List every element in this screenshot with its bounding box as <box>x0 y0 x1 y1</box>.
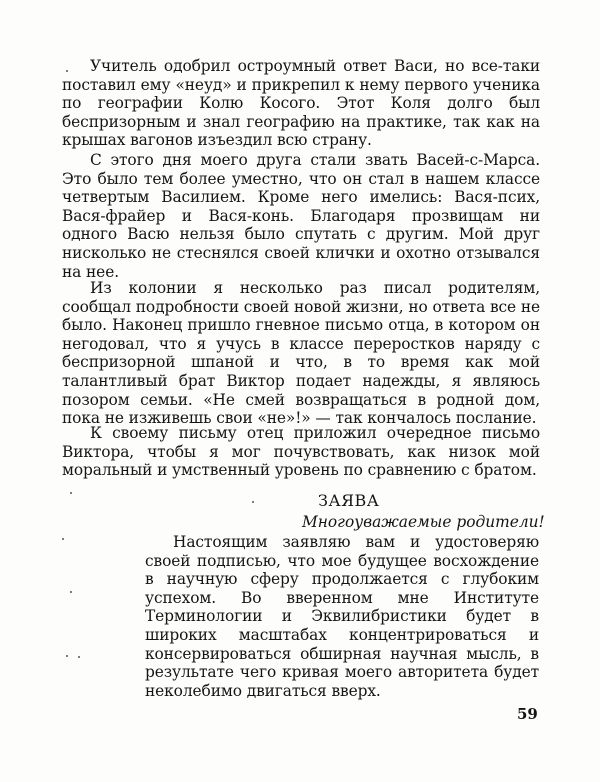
print-speck <box>78 656 80 658</box>
page-number: 59 <box>517 705 538 723</box>
paragraph-teacher: Учитель одобрил остроумный ответ Васи, но все-таки поставил ему «неуд» и прикрепил к нему первого ученика по географии Колю Косого. Этот Коля долго был беспризорным и знал географию на практике, так как на крышах вагонов изъездил всю страну. <box>62 57 540 150</box>
print-speck <box>66 655 68 657</box>
paragraph-father-letter: Из колонии я несколько раз писал родителям, сообщал подробности своей новой жизни, но ответа все не было. Наконец пришло гневное письмо отца, в котором он негодовал, что я учусь в классе переростков наряду с беспризорной шпаной и что, в то время как мой талантливый брат Виктор подает надежды, я являюсь позором семьи. «Не смей возвращаться в родной дом, пока не изживешь свои «не»!» — так кончалось послание. <box>62 279 540 428</box>
print-speck <box>66 70 68 72</box>
letter-title: ЗАЯВА <box>318 491 380 510</box>
print-speck <box>252 501 254 503</box>
paragraph-viktor-letter: К своему письму отец приложил очередное письмо Виктора, чтобы я мог почувствовать, как низок мой моральный и умственный уровень по сравнению с братом. <box>62 424 540 480</box>
letter-salutation: Многоуважаемые родители! <box>302 513 545 531</box>
paragraph-nickname: С этого дня моего друга стали звать Васей-с-Марса. Это было тем более уместно, что он стал в нашем классе четвертым Василием. Кроме него имелись: Вася-псих, Вася-фрайер и Вася-конь. Благодаря прозвищам ни одного Васю нельзя было спутать с другим. Мой друг нисколько не стеснялся своей клички и охотно отзывался на нее. <box>62 151 540 281</box>
print-speck <box>70 492 72 494</box>
print-speck <box>70 591 72 593</box>
print-speck <box>62 538 64 540</box>
letter-body: Настоящим заявляю вам и удостоверяю своей подписью, что мое будущее восхождение в научную сферу продолжается с глубоким успехом. Во вверенном мне Институте Терминологии и Эквилибристики будет в широких масштабах концентрироваться и консервироваться обширная научная мысль, в результате чего кривая моего авторитета будет неколебимо двигаться вверх. <box>145 533 539 700</box>
